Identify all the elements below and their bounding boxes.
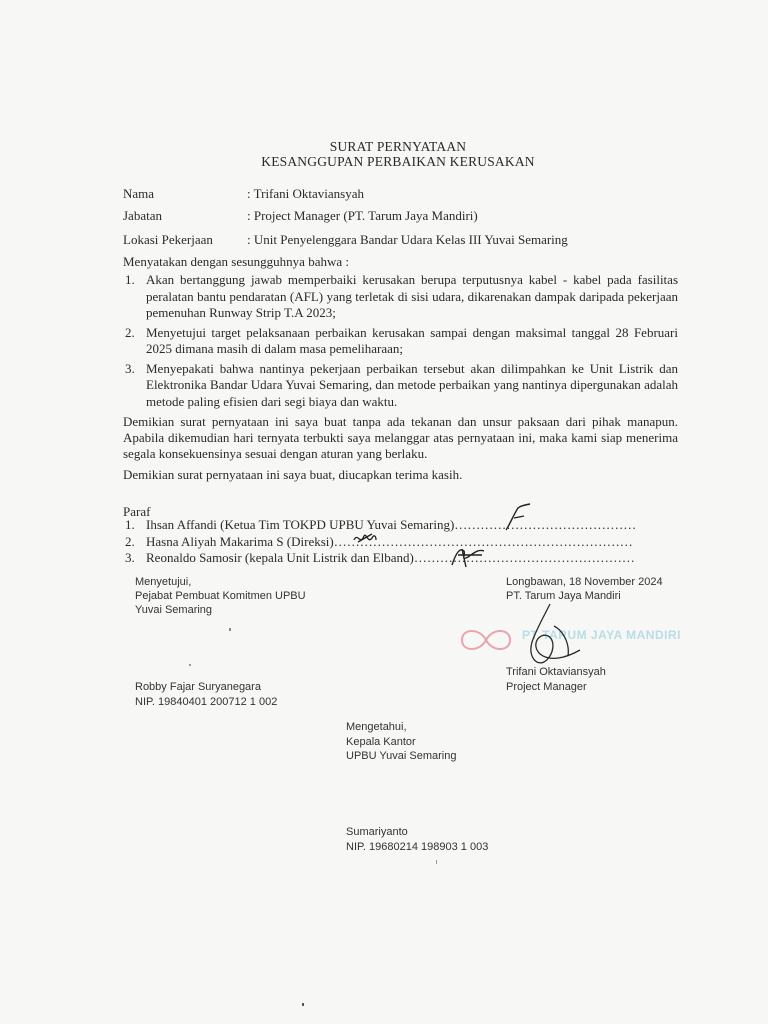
info-value: : Trifani Oktaviansyah (247, 186, 364, 201)
document-title: SURAT PERNYATAAN (329, 139, 467, 154)
info-value: : Project Manager (PT. Tarum Jaya Mandiri) (247, 208, 478, 223)
paraf-text: Reonaldo Samosir (kepala Unit Listrik dan Elband)…………………………………………… (146, 550, 635, 565)
right-sign-name: Trifani Oktaviansyah (506, 666, 606, 678)
right-sign-position: Project Manager (506, 681, 587, 693)
closing-paragraph: Demikian surat pernyataan ini saya buat tanpa ada tekanan dan unsur paksaan dari pihak manapun. Apabila dikemudian hari ternyata terbukti saya melanggar atas pernyataan ini, maka kami siap menerima segala konsekuensinya sesuai dengan aturan yang berlaku. (123, 414, 678, 461)
paraf-number: 2. (125, 534, 135, 549)
info-label: Lokasi Pekerjaan (123, 232, 213, 247)
statement-list (123, 272, 678, 413)
paraf-initial-2 (352, 530, 378, 548)
left-sign-nip: NIP. 19840401 200712 1 002 (135, 696, 278, 708)
left-sign-title: Pejabat Pembuat Komitmen UPBU (135, 590, 306, 602)
paraf-initial-3 (448, 543, 488, 569)
paraf-initial-1 (500, 502, 536, 534)
center-sign-acknowledge: Mengetahui, (346, 721, 407, 733)
list-number: 2. (125, 324, 135, 340)
info-label: Jabatan (123, 208, 162, 223)
paraf-entry (123, 534, 678, 550)
paraf-text: Hasna Aliyah Makarima S (Direksi)…………………………………………………………… (146, 534, 633, 549)
list-item (123, 361, 678, 411)
center-sign-title: Kepala Kantor (346, 736, 416, 748)
list-item (123, 325, 678, 358)
paraf-number: 3. (125, 550, 135, 565)
left-sign-approval: Menyetujui, (135, 576, 192, 588)
paraf-number: 1. (125, 517, 135, 532)
paraf-entry (123, 517, 678, 533)
info-row-nama (123, 186, 364, 202)
left-sign-office: Yuvai Semaring (135, 604, 213, 616)
company-stamp: PT TARUM JAYA MANDIRI (522, 628, 681, 642)
list-text: Akan bertanggung jawab memperbaiki kerusakan berupa terputusnya kabel - kabel pada fasilitas peralatan bantu pendaratan (AFL) yang terletak di sisi udara, dikarenakan dampak daripada pekerjaan pemenuhan Runway Strip T.A 2023; (146, 272, 678, 320)
list-text: Menyetujui target pelaksanaan perbaikan kerusakan sampai dengan maksimal tanggal 28 Februari 2025 dimana masih di dalam masa pemeliharaan; (146, 324, 678, 356)
list-number: 3. (125, 360, 135, 376)
project-manager-signature (510, 596, 600, 676)
intro-text: Menyatakan dengan sesungguhnya bahwa : (123, 254, 349, 269)
closing-thanks: Demikian surat pernyataan ini saya buat, diucapkan terima kasih. (123, 467, 463, 482)
info-value: : Unit Penyelenggara Bandar Udara Kelas III Yuvai Semaring (247, 232, 568, 247)
center-sign-nip: NIP. 19680214 198903 1 003 (346, 841, 489, 853)
paper-speck (302, 1003, 304, 1006)
place-date: Longbawan, 18 November 2024 (506, 576, 663, 588)
left-sign-name: Robby Fajar Suryanegara (135, 681, 261, 693)
paper-speck (229, 628, 231, 631)
info-row-lokasi (123, 232, 568, 248)
document-subtitle: KESANGGUPAN PERBAIKAN KERUSAKAN (261, 154, 535, 169)
info-label: Nama (123, 186, 155, 201)
list-number: 1. (125, 272, 135, 287)
paper-speck (189, 664, 191, 666)
paraf-entry (123, 550, 678, 566)
paraf-heading: Paraf (123, 504, 151, 519)
list-text: Menyepakati bahwa nantinya pekerjaan perbaikan tersebut akan dilimpahkan ke Unit Listrik dan Elektronika Bandar Udara Yuvai Semaring, dan metode perbaikan yang nantinya dipergunakan adalah metode paling efisien dari segi biaya dan waktu. (146, 360, 678, 409)
paraf-text: Ihsan Affandi (Ketua Tim TOKPD UPBU Yuvai Semaring)…………………………………… (146, 517, 637, 532)
company-stamp-logo (456, 620, 516, 660)
paper-speck (436, 860, 437, 864)
info-row-jabatan (123, 208, 478, 224)
center-sign-name: Sumariyanto (346, 826, 408, 838)
center-sign-office: UPBU Yuvai Semaring (346, 750, 457, 762)
company-name: PT. Tarum Jaya Mandiri (506, 590, 621, 602)
list-item (123, 272, 678, 322)
